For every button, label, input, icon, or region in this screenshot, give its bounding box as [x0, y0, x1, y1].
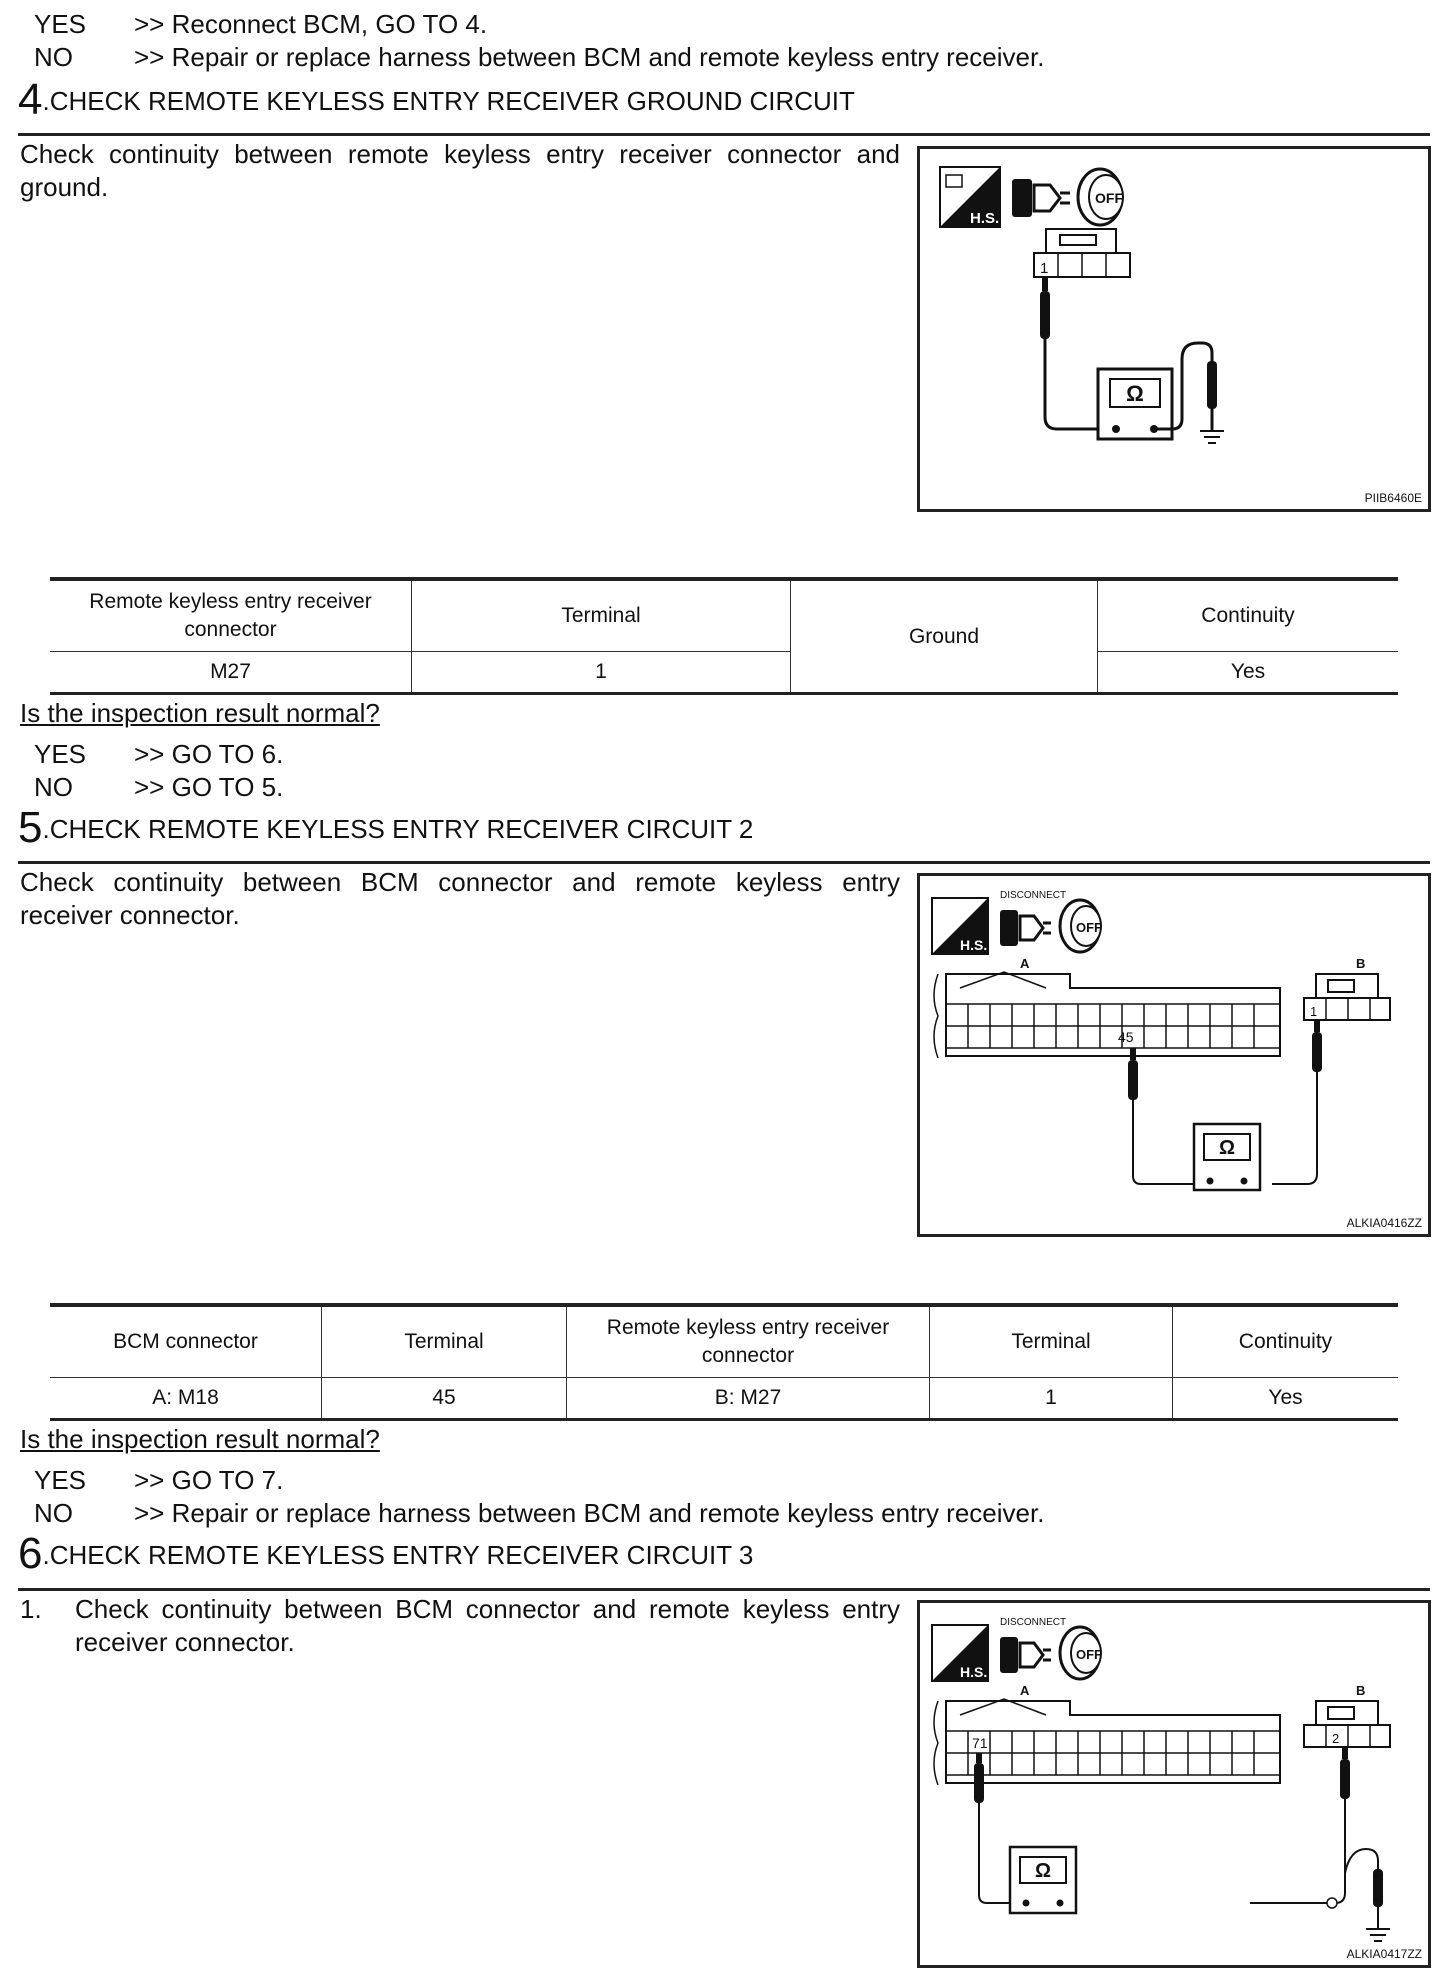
bcm-connector: [934, 972, 1280, 1058]
connector-b-label: B: [1356, 1683, 1366, 1698]
header-bcm-connector: BCM connector: [50, 1305, 322, 1378]
terminal-71-label: 71: [972, 1735, 988, 1751]
cell-connector: M27: [50, 652, 412, 694]
step-4-result: [0, 738, 1440, 804]
no-label: NO: [34, 772, 73, 802]
receiver-connector: [1304, 1701, 1390, 1747]
ohm-symbol: Ω: [1034, 1860, 1052, 1882]
hs-label: H.S.: [970, 210, 1000, 227]
connector-disconnect-icon: [1000, 910, 1051, 946]
no-label: NO: [34, 42, 73, 72]
step-6-item-number: 1.: [20, 1594, 42, 1624]
cell-bcm-connector: A: M18: [50, 1378, 322, 1420]
step-5-title: .CHECK REMOTE KEYLESS ENTRY RECEIVER CIRCUIT 2: [42, 814, 754, 844]
step-4-table: [50, 577, 1398, 695]
receiver-connector: [1034, 229, 1130, 277]
harness-icon: [932, 1625, 988, 1681]
header-receiver-connector: Remote keyless entry receiver connector: [567, 1305, 930, 1378]
connector-a-label: A: [1020, 1683, 1030, 1698]
ground-symbol: [1200, 431, 1224, 443]
receiver-connector: [1304, 974, 1390, 1020]
harness-icon: [932, 898, 988, 954]
cell-terminal: 1: [412, 652, 791, 694]
step-6-instruction: Check continuity between BCM connector and remote keyless entry receiver connector.: [75, 1594, 900, 1657]
no-result-text: >> GO TO 5.: [134, 772, 284, 802]
yes-result-text: >> GO TO 7.: [134, 1465, 284, 1495]
no-result-text: >> Repair or replace harness between BCM and remote keyless entry receiver.: [134, 1498, 1045, 1528]
ignition-off-icon: [1060, 900, 1102, 952]
ignition-off-icon: [1060, 1627, 1102, 1679]
harness-icon: [940, 167, 1000, 227]
cell-continuity: Yes: [1173, 1378, 1399, 1420]
step-5-instruction: Check continuity between BCM connector and remote keyless entry receiver connector.: [20, 867, 900, 930]
top-result: [0, 8, 1440, 74]
step-5-figure: [917, 873, 1431, 1237]
yes-result-text: >> Reconnect BCM, GO TO 4.: [134, 9, 488, 39]
circuit-2-diagram: [920, 876, 1428, 1234]
ignition-off-icon: [1078, 169, 1123, 225]
step-6-title: .CHECK REMOTE KEYLESS ENTRY RECEIVER CIRCUIT 3: [42, 1540, 754, 1570]
yes-label: YES: [34, 739, 87, 769]
header-terminal: Terminal: [412, 579, 791, 652]
cell-continuity: Yes: [1098, 652, 1399, 694]
header-continuity: Continuity: [1098, 579, 1399, 652]
step-5-result: [0, 1464, 1440, 1530]
step-5-heading: [18, 803, 754, 852]
cell-receiver-connector: B: M27: [567, 1378, 930, 1420]
connector-a-label: A: [1020, 956, 1030, 971]
connector-disconnect-icon: [1012, 179, 1070, 217]
step-4-rule: [18, 133, 1430, 136]
step-4-title: .CHECK REMOTE KEYLESS ENTRY RECEIVER GROUND CIRCUIT: [42, 86, 855, 116]
step-6-number: 6: [18, 1529, 43, 1578]
header-connector: Remote keyless entry receiver connector: [50, 579, 412, 652]
terminal-2-label: 2: [1332, 1731, 1340, 1746]
header-terminal-a: Terminal: [322, 1305, 567, 1378]
terminal-45-label: 45: [1118, 1029, 1134, 1045]
step-4-instruction: Check continuity between remote keyless entry receiver connector and ground.: [20, 139, 900, 202]
cell-terminal-a: 45: [322, 1378, 567, 1420]
bcm-connector: [934, 1699, 1280, 1785]
yes-result-text: >> GO TO 6.: [134, 739, 284, 769]
ground-symbol: [1366, 1929, 1390, 1941]
step-6-figure: [917, 1600, 1431, 1968]
header-ground: Ground: [791, 579, 1098, 694]
disconnect-label: DISCONNECT: [1000, 1617, 1067, 1628]
hs-label: H.S.: [960, 937, 988, 953]
step-5-number: 5: [18, 803, 43, 852]
hs-label: H.S.: [960, 1664, 988, 1680]
header-terminal-b: Terminal: [930, 1305, 1173, 1378]
step-4-figure: [917, 146, 1431, 512]
step-6-heading: [18, 1529, 754, 1578]
off-label: OFF: [1076, 920, 1102, 935]
step-5-table: [50, 1303, 1398, 1421]
connector-b-label: B: [1356, 956, 1366, 971]
off-label: OFF: [1076, 1647, 1102, 1662]
ohmmeter: [1010, 1847, 1076, 1913]
ohm-symbol: Ω: [1126, 381, 1144, 406]
header-continuity: Continuity: [1173, 1305, 1399, 1378]
step-4-number: 4: [18, 75, 43, 124]
step-5-rule: [18, 861, 1430, 864]
figure-code: ALKIA0417ZZ: [1346, 1947, 1422, 1961]
off-label: OFF: [1095, 190, 1123, 206]
terminal-1-label: 1: [1040, 260, 1049, 277]
ohmmeter: [1194, 1124, 1260, 1190]
step-6-rule: [18, 1588, 1430, 1591]
yes-label: YES: [34, 1465, 87, 1495]
step-5-question: Is the inspection result normal?: [20, 1424, 380, 1454]
connector-disconnect-icon: [1000, 1637, 1051, 1673]
step-4-heading: [18, 75, 855, 124]
circuit-3-diagram: [920, 1603, 1428, 1965]
yes-label: YES: [34, 9, 87, 39]
no-result-text: >> Repair or replace harness between BCM and remote keyless entry receiver.: [134, 42, 1045, 72]
cell-terminal-b: 1: [930, 1378, 1173, 1420]
figure-code: ALKIA0416ZZ: [1346, 1216, 1422, 1230]
terminal-1-label: 1: [1310, 1004, 1318, 1019]
step-4-question: Is the inspection result normal?: [20, 698, 380, 728]
ohm-symbol: Ω: [1218, 1137, 1236, 1159]
ground-circuit-diagram: [920, 149, 1428, 509]
disconnect-label: DISCONNECT: [1000, 890, 1067, 901]
figure-code: PIIB6460E: [1364, 491, 1422, 505]
no-label: NO: [34, 1498, 73, 1528]
